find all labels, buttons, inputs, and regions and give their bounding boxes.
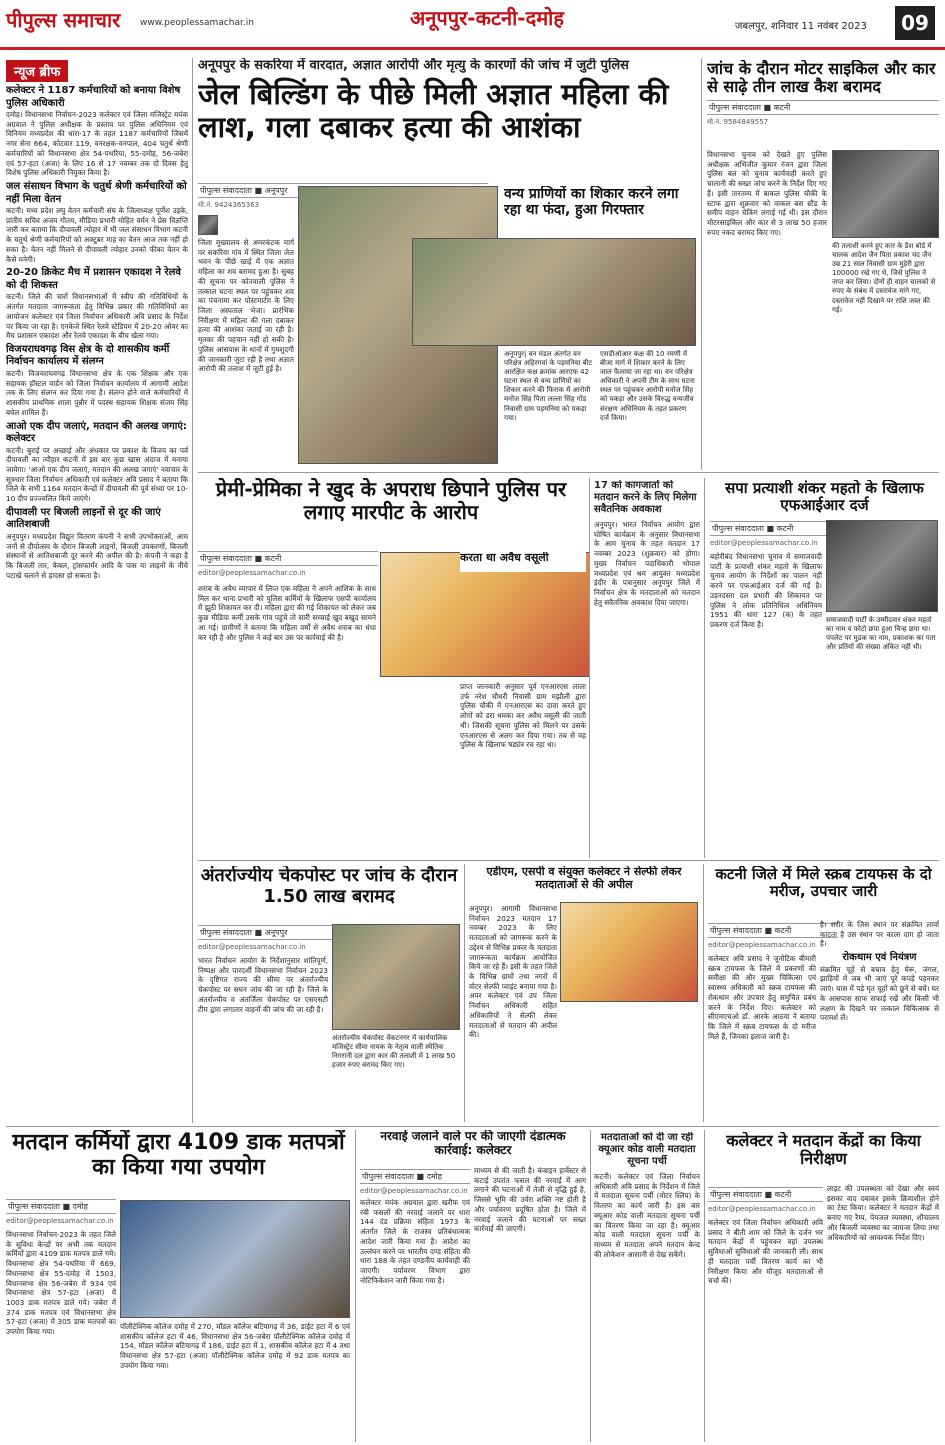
fir-body: बहोरीबंद विधानसभा चुनाव में समाजवादी पार्टी के प्रत्याशी शंकर महतो के खिलाफ चुनाव आयोग के निर्देशों का पालन नहीं करने पर एफआईआर दर्ज की गई है। उड़नदस्ता दल प्रभारी की शिकायत पर पुलिस ने लोक प्रतिनिधित्व अधिनियम 1951 की धारा 127 (क) के तहत प्रकरण दर्ज किया है।	[710, 552, 822, 630]
lovers-byline-block	[198, 548, 378, 578]
wildlife-caption: अनूपपुर| वन मंडल अंतर्गत वन परिक्षेत्र अहिरगवां के पड़मनिया बीट आरक्षित कक्ष क्रमांक आरएफ 42 घटना स्थल से वन्य प्राणियों का शिकार करने की फिराक में आरोपी मनोज सिंह पिता लल्ला सिंह गोंड निवासी ग्राम पड़मनिया को पकड़ा गया।	[504, 350, 593, 422]
brief-headline: कलेक्टर ने 1187 कर्मचारियों को बनाया विशेष पुलिस अधिकारी	[6, 85, 181, 109]
scrub-subhead: रोकथाम एवं नियंत्रण	[842, 952, 917, 964]
brief-headline: विजयराघवगढ़ विस क्षेत्र के दो शासकीय कर्मी निर्वाचन कार्यालय में संलग्न	[6, 343, 170, 368]
newspaper-logo: पीपुल्स समाचार	[6, 8, 121, 32]
wildlife-body: एसडीओआर कक्ष की 10 रमणी में बीजा मार्ग में शिकार करने के लिए जाल फैलाया जा रहा था। वन परिक्षेत्र अधिकारी ने अपनी टीम के साथ घटना स्थल पर पहुंचकर आरोपी मनोज सिंह को पकड़ा और उसके विरुद्ध वन्यजीव संरक्षण अधिनियम के तहत प्रकरण दर्ज किया।	[600, 350, 695, 422]
brief-headline: दीपावली पर बिजली लाइनों से दूर की जाएं आतिशबाजी	[6, 506, 161, 531]
checkpost-headline: अंतर्राज्यीय चेकपोस्ट पर जांच के दौरान 1.50 लाख बरामद	[200, 866, 458, 907]
brief-body: कटनी। बुराई पर अच्छाई और अंधकार पर प्रकाश के विजय का पर्व दीपावली का त्यौहार कटनी में इस बार कुछ खास अंदाज में मनाया जायेगा। 'आओ एक दीप जलाएं, मतदान की अलख जगाएं' नवाचार के सूत्रधार जिला निर्वाचन अधिकारी एवं कलेक्टर अवि प्रसाद ने बताया कि जिले के सभी 1164 मतदान केन्द्रों में दीपावली की पूर्व संध्या पर 10-10 दीप प्रज्ज्वलित किये जाएंगे।	[6, 445, 188, 504]
column-divider	[464, 864, 465, 1122]
arrest-photo	[412, 238, 696, 346]
lead-kicker: अनूपपुर के सकरिया में वारदात, अज्ञात आरोपी और मृत्यु के कारणों की जांच में जुटी पुलिस	[198, 58, 629, 73]
news-brief-column	[6, 60, 188, 1125]
selfie-body: अनूपपुर। आगामी विधानसभा निर्वाचन 2023 मतदान 17 नवम्बर 2023 के लिए मतदाताओं को जागरूक करने के उद्देश्य से विभिन्न प्रकार के मतदाता जागरूकता कार्यक्रम आयोजित किये जा रहे हैं। इसी के तहत जिले के विभिन्न ग्रामों तथा नगरों में वोटर सेल्फी प्वाइंट बनाया गया है। अपर कलेक्टर एवं उप जिला निर्वाचन अधिकारी सहित अधिकारियों ने सेल्फी लेकर मतदाताओं से मतदान की अपील की।	[469, 904, 557, 1040]
lovers-body: शराब के अवैध व्यापार में लिप्त एक महिला ने अपने आशिक के साथ मिल कर थाना प्रभारी को पुलिस कर्मियों के खिलाफ एसपी कार्यालय में झूठी शिकायत कर दी। महिला द्वारा की गई शिकायत को लेकर जब कुछ मीडिया कर्मी उसके गांव पहुंचे तो सारी सच्चाई खुद बखुद सामने आ गई। ग्रामीणों ने बताया कि महिला वर्षों से अवैध शराब का धंधा कर रही है और पुलिस ने कई बार उस पर कार्रवाई की है।	[198, 584, 376, 642]
voter-slip-story	[594, 1132, 700, 1440]
scrub-byline-block	[708, 920, 838, 950]
brief-body: कटनी। मध्य प्रदेश लघु वेतन कर्मचारी संघ के जिलाध्यक्ष पूर्णेश उइके, प्रांतीय सचिव अजय गौतम, मीडिया प्रभारी मोहित वर्मन ने प्रेस विज्ञप्ति जारी कर बताया कि दीपावली त्योहार में भी जल संसाधन विभाग कटनी के चतुर्थ श्रेणी कर्मचारियों को अक्टूबर माह का वेतन आज तक नहीं हो सका है। वेतन नहीं मिलने से दीपावली त्योहार उनको फीका वेतन के कैसे मनेगी।	[6, 206, 188, 264]
brief-body: अनूपपुर। मध्यप्रदेश विद्युत वितरण कंपनी ने सभी उपभोक्ताओं, आम जनों से दीपोत्सव के दौरान बिजली लाइनों, बिजली उपकरणों, बिजली संस्थानों से आतिशबाजी दूर करने की अपील की है। कंपनी ने कहा है कि बिजली तार, केबल, ट्रांसफार्मर आदि के पास या लाइनों के नीचे पटाखे चलाने से हादसा हो सकता है।	[6, 531, 188, 580]
scrub-body: कलेक्टर अवि प्रसाद ने जूनोटिक बीमारी स्क्रब टायफस के जिले में प्रकरणों की समीक्षा की और मुख्य चिकित्सा एवं स्वास्थ्य अधिकारी को स्क्रब टायफस की रोकथाम और उपचार हेतु समुचित प्रबंध करने के निर्देश दिए। कलेक्टर को सीएमएचओ डॉ. आरके आठया ने बताया कि जिले में स्क्रब टायफस के दो मरीज मिले हैं, जिनका इलाज जारी है।	[708, 954, 816, 1041]
scrub-story	[708, 866, 939, 926]
brief-headline: 20-20 क्रिकेट मैच में प्रशासन एकादश ने रेलवे को दी शिकस्त	[6, 267, 181, 291]
ballots-body: विधानसभा निर्वाचन-2023 के तहत जिले के सुविधा केन्द्रों पर अभी तक मतदान कर्मियों द्वारा 4109 डाक मतपत्र डाले गये। विधानसभा क्षेत्र 54-पथरिया में 669, विधानसभा क्षेत्र 55-दमोह में 1503, विधानसभा क्षेत्र 56-जबेरा में 934 एवं विधानसभा क्षेत्र 57-हटा (अजा) में 1003 डाक मतपत्र डाले गये। जबेरा में 374 डाक मतपत्र एवं विधानसभा क्षेत्र 57-हटा (अजा) में 305 डाक मतपत्रों का उपयोग किया गया।	[6, 1230, 116, 1337]
brief-headline: आओ एक दीप जलाएं, मतदान की अलख जगाएं: कलेक्टर	[6, 420, 187, 445]
inspection-headline: कलेक्टर ने मतदान केंद्रों का किया निरीक्षण	[726, 1132, 921, 1169]
brief-item	[6, 507, 188, 581]
illegal-headline: करता था अवैध वसूली	[460, 552, 549, 564]
checkpost-caption: अंतर्राज्यीय चेकपोस्ट वेंकटनगर में कार्यपालिक मजिस्ट्रेट सीमा नायक के नेतृत्व वाली स्थैतिक निगरानी दल द्वारा कार की तलाशी में 1 लाख 50 हजार रुपए बरामद किए गए।	[332, 1034, 456, 1070]
scrub-headline: कटनी जिले में मिले स्क्रब टायफस के दो मरीज, उपचार जारी	[715, 866, 932, 901]
checkpost-email[interactable]: editor@peoplessamachar.co.in	[198, 943, 306, 951]
ballots-byline-block	[6, 1196, 116, 1226]
column-divider	[701, 58, 702, 470]
cash-byline: पीपुल्स संवाददाता ■ कटनी	[707, 100, 939, 115]
lead-byline: पीपुल्स संवाददाता ■ अनूपपुर	[198, 183, 488, 198]
lovers-headline: प्रेमी-प्रेमिका ने खुद के अपराध छिपाने पुलिस पर लगाए मारपीट के आरोप	[215, 478, 567, 524]
scrub-side-body: है। शरीर के जिस स्थान पर संक्रमित लार्वा काटता है उस स्थान पर काला दाग हो जाता है।	[820, 920, 939, 949]
paid-leave-body: अनूपपुर। भारत निर्वाचन आयोग द्वारा घोषित कार्यक्रम के अनुसार विधानसभा के आम चुनाव के तहत मतदान 17 नवम्बर 2023 (शुक्रवार) को होगा। मुख्य निर्वाचन पदाधिकारी भोपाल मध्यप्रदेश एवं श्रम आयुक्त मध्यप्रदेश इंदौर के पत्रानुसार अनूपपुर जिले में निर्वाचन क्षेत्र के मतदाताओं को मतदान हेतु सवैतनिक अवकाश दिया जाएगा।	[594, 520, 700, 607]
selfie-point-photo	[560, 902, 698, 1002]
website-url[interactable]: www.peoplessamachar.in	[140, 18, 254, 28]
voter-slip-body: कटनी। कलेक्टर एवं जिला निर्वाचन अधिकारी अवि प्रसाद के निर्देशन में जिले में मतदाता सूचना पर्ची (वोटर स्लिप) के वितरण का कार्य जारी है। इस बार क्यूआर कोड वाली मतदाता सूचना पर्ची का वितरण किया जा रहा है। क्यूआर कोड वाली मतदाता सूचना पर्ची के माध्यम से मतदाता अपने मतदान केन्द्र की लोकेशन आसानी से देख सकेंगे।	[594, 1172, 700, 1259]
voter-slip-kicker: मतदाताओं को दी जा रही क्यूआर कोड वाली मतदाता सूचना पर्ची	[598, 1132, 696, 1167]
scrub-side	[820, 920, 939, 1122]
issue-date: जबलपुर, शनिवार 11 नवंबर 2023	[735, 21, 867, 32]
column-divider	[704, 478, 705, 858]
ballots-byline: पीपुल्स संवाददाता ■ दमोह	[6, 1199, 116, 1214]
stubble-byline: पीपुल्स संवाददाता ■ दमोह	[360, 1169, 470, 1184]
inspection-body: कलेक्टर एवं जिला निर्वाचन अधिकारी अवि प्रसाद ने बीती शाम को जिले के दर्जन भर मतदान केंद्रों में पहुंचकर वहां उपलब्ध सुविधाओं सुविधाओं की जानकारी ली। साथ ही मतदाता पर्ची वितरण कार्य का भी निरीक्षण किया और मौजूद मतदाताओं से चर्चा की।	[708, 1218, 823, 1286]
column-divider	[703, 864, 704, 1122]
lovers-email[interactable]: editor@peoplessamachar.co.in	[198, 569, 306, 577]
column-divider	[192, 58, 193, 1123]
stubble-byline-block	[360, 1166, 470, 1196]
paid-leave-story	[594, 480, 700, 860]
cash-caption: की तलाशी करने हुए कार के डैश बोर्ड में चालक आदेश जैन पिता प्रकाश चंद जैन उम्र 21 साल निवासी ग्राम मुड़ेरी द्वारा 100000 रखे गए थे, जिसे पुलिस ने जप्त कर लिया। दोनों ही वाहन चालकों से रुपए के संबंध में दस्तावेज मांगे गए, दस्तावेज नहीं दिखाने पर राशि जब्त की गई।	[832, 242, 936, 314]
scrub-email[interactable]: editor@peoplessamachar.co.in	[708, 941, 816, 949]
illegal-headline-box	[460, 552, 586, 572]
wildlife-headline: वन्य प्राणियों का शिकार करने लगा रहा था फंदा, हुआ गिरफ्तार	[504, 186, 679, 219]
lead-headline: जेल बिल्डिंग के पीछे मिली अज्ञात महिला की लाश, गला दबाकर हत्या की आशंका	[198, 76, 669, 144]
ballots-headline: मतदान कर्मियों द्वारा 4109 डाक मतपत्रों का किया गया उपयोग	[12, 1130, 345, 1181]
inspection-body-continued: लाइट की उपलब्धता को देखा और स्वयं इसका वाद दबाकर इसके क्रियाशील होने का टेस्ट किया। कलेक्टर ने मतदान केंद्रों में बनाए गए रैम्प, पेयजल व्यवस्था, शौचालय और बिजली व्यवस्था का जायजा लिया तथा अधिकारियों को आवश्यक निर्देश दिए।	[827, 1184, 939, 1242]
inspection-email[interactable]: editor@peoplessamachar.co.in	[708, 1205, 816, 1213]
edition-title: अनूपपुर-कटनी-दमोह	[410, 6, 564, 30]
row-divider	[198, 472, 939, 473]
lead-mobile: मो.नं. 9424365363	[198, 201, 260, 209]
checkpost-photo	[332, 924, 460, 1030]
brief-body: दमोह। विधानसभा निर्वाचन-2023 कलेक्टर एवं जिला मजिस्ट्रेट मयंक अग्रवाल ने पुलिस अधीक्षक के प्रस्ताव पर पुलिस अधिनियम एवं विनियम मध्यप्रदेश की धारा-17 के तहत 1187 कर्मचारियों जिसमें नगर सेना 664, कोटवार 119, वनरक्षक-वनपाल, 404 चतुर्थ श्रेणी कर्मचारियों को विधानसभा क्षेत्र 54-पथरिया, 55-दमोह, 56-जबेरा एवं 57-हटा (अजा) के लिए 16 से 17 नवम्बर तक दो दिवस हेतु विशेष पुलिस अधिकारी नियुक्त किया है।	[6, 110, 188, 178]
lead-thumb	[198, 215, 218, 235]
ballots-photo	[120, 1200, 350, 1318]
paid-leave-kicker: 17 को कागजातों को मतदान करने के लिए मिलेगा सवैतनिक अवकाश	[594, 480, 697, 515]
row-divider	[198, 860, 939, 861]
inspection-story	[708, 1132, 939, 1188]
column-divider	[355, 1130, 356, 1442]
column-divider	[589, 478, 590, 858]
page-number: 09	[895, 6, 935, 40]
fir-caption: समाजवादी पार्टी के उम्मीदवार शंकर महतो का नाम व फोटो छपा हुआ चिन्ह छपा था। पंपलेट पर मुद्रक का नाम, प्रकाशक का पता और प्रतियों की संख्या अंकित नहीं थी।	[826, 616, 936, 652]
inspection-byline-block	[708, 1184, 823, 1214]
brief-item	[6, 85, 188, 178]
column-divider	[590, 1130, 591, 1442]
inspection-byline: पीपुल्स संवाददाता ■ कटनी	[708, 1187, 823, 1202]
lead-body: जिला मुख्यालय से अमरकंटक मार्ग पर सकरिया गांव में स्थित जिला जेल भवन के पीछे खाई में एक अज्ञात महिला का शव बरामद हुआ है। सुबह की सूचना पर कोतवाली पुलिस ने तत्काल घटना स्थल पर पहुंचकर शव का पंचनामा कर पोस्टमार्टम के लिए जिला अस्पताल भेजा। प्रारंभिक निरीक्षण में महिला की गला दबाकर हत्या की आशंका जताई जा रही है। मृतका की पहचान नहीं हो सकी है। पुलिस आसपास के थानों में गुमशुदगी की जानकारी जुटा रही है तथा अज्ञात आरोपी की तलाश में जुटी हुई है।	[198, 238, 294, 374]
illegal-body: प्राप्त जानकारी अनुसार पूर्व एनआरएस लाला उर्फ नरेश चौधरी निवासी ग्राम मझौली द्वारा पुलिस चौकी में एनआरएस का दावा करते हुए लोगों को डरा धमका कर अवैध वसूली की जाती थी। जिसकी सूचना पुलिस को मिलने पर उसके एनआरएस से अलग कर दिया गया। तब से वह पुलिस के खिलाफ षड्यंत्र रच रहा था।	[460, 682, 586, 750]
scrub-sub-body: संक्रमित चूहे से बचाव हेतु घेरू, जंगल, झाड़ियों में जब भी जाएं पूरे कपड़े पहनकर जाएं। घास में पड़े मृत चूहों को छूने से बचें। घर के आसपास साफ सफाई रखें और किसी भी लक्षण के दिखने पर तत्काल चिकित्सक से परामर्श लें।	[820, 964, 939, 1023]
brief-body: कटनी। जिले की चारों विधानसभाओं में स्वीप की गतिविधियों के अंतर्गत मतदाता जागरूकता हेतु विभिन्न प्रकार की गतिविधियों का आयोजन कलेक्टर एवं जिला निर्वाचन अधिकारी अवि प्रसाद के निर्देश पर किया जा रहा है। एनकेजे स्थित रेलवे स्टेडियम में 20-20 ओवर का मैच प्रशासन एकादश और रेलवे एकादश के बीच खेला गया।	[6, 292, 188, 341]
brief-item	[6, 267, 188, 341]
stubble-headline: नरवाई जलाने वाले पर की जाएगी दंडात्मक कार्रवाई: कलेक्टर	[380, 1130, 566, 1157]
column-divider	[704, 1130, 705, 1442]
news-brief-tag: न्यूज ब्रीफ	[6, 60, 68, 82]
masthead	[0, 0, 945, 50]
checkpost-body: भारत निर्वाचन आयोग के निर्देशानुसार शांतिपूर्ण, निष्पक्ष और पारदर्शी विधानसभा निर्वाचन 2023 के दृष्टिगत राज्य की सीमा पर अंतर्राज्यीय चेकपोस्ट पर सघन जांच की जा रही है। जिले के अंतर्राज्यीय व अंतर्जिला चेकपोस्ट पर एसएसटी टीम द्वारा लगातार वाहनों की जांच की जा रही है।	[198, 956, 328, 1014]
ballots-body-continued: पॉलीटेक्निक कॉलेज दमोह में 270, मॉडल कॉलेज बटियागढ़ में 36, डाईट हटा में 6 एवं शासकीय कॉलेज हटा में 46, विधानसभा क्षेत्र 56-जबेरा पॉलीटेक्निक कॉलेज दमोह में 154, मॉडल कॉलेज बटियागढ़ में 186, डाईट हटा में 1, शासकीय कॉलेज हटा में 4 तथा विधानसभा क्षेत्र 57-हटा (अजा) पॉलीटेक्निक कॉलेज दमोह में 92 डाक मतपत्र का उपयोग किया गया।	[120, 1322, 350, 1370]
stubble-email[interactable]: editor@peoplessamachar.co.in	[360, 1187, 468, 1195]
cash-mobile: मो.नं. 9584849557	[707, 117, 769, 126]
candidate-photo	[826, 520, 938, 612]
brief-item	[6, 181, 188, 264]
cash-headline: जांच के दौरान मोटर साइकिल और कार से साढ़े तीन लाख कैश बरामद	[707, 60, 936, 97]
selfie-headline: एडीएम, एसपी व संयुक्त कलेक्टर ने सेल्फी लेकर मतदाताओं से की अपील	[486, 866, 682, 891]
row-divider	[6, 1126, 939, 1127]
checkpost-byline: पीपुल्स संवाददाता ■ अनूपपुर	[198, 925, 378, 940]
fir-headline: सपा प्रत्याशी शंकर महतो के खिलाफ एफआईआर दर्ज	[725, 480, 924, 515]
lovers-story	[198, 478, 584, 556]
stubble-body-continued: माध्यम से की जाती है। कंबाइन हार्वेस्टर से कटाई उपरांत फसल की नरवाई में आग लगाने की घटनाओं में तेजी से वृद्धि हुई है, जिससे भूमि की उर्वरा शक्ति नष्ट होती है और पर्यावरण प्रदूषित होता है। जिले में नरवाई जलाने की घटनाओं पर सख्त कार्रवाई की जाएगी।	[474, 1166, 586, 1234]
cash-body: विधानसभा चुनाव को देखते हुए पुलिस अधीक्षक अभिजीत कुमार रंजन द्वारा जिला पुलिस बल को चुनाव कार्यवाही करते हुए चालानी की सख्त जांच करने के निर्देश दिए गए हैं। इसी तारतम्य में बाकल पुलिस चौकी के स्टाफ द्वारा शुक्रवार को वाकल बस स्टैंड के समीप वाहन चेकिंग लगाई गई थी। इस दौरान मोटरसाइकिल और कार से 3 लाख 50 हजार रुपए नकद बरामद किए गए।	[707, 150, 827, 237]
cash-photo	[832, 150, 939, 238]
ballots-email[interactable]: editor@peoplessamachar.co.in	[6, 1217, 114, 1225]
brief-item	[6, 344, 188, 418]
fir-email[interactable]: editor@peoplessamachar.co.in	[710, 539, 818, 547]
stubble-body: कलेक्टर मयंक अग्रवाल द्वारा खरीफ एवं रबी फसलों की नरवाई जलाने पर धारा 144 दंड प्रक्रिया संहिता 1973 के अंतर्गत जिले के राजस्व प्रतिबंधात्मक आदेश जारी किया गया है। आदेश का उल्लंघन करने पर भारतीय दण्ड संहिता की धारा 188 के तहत दण्डनीय कार्यवाही की जाएगी। पर्यावरण विभाग द्वारा नोटिफिकेशन जारी किया गया है।	[360, 1198, 470, 1285]
brief-body: कटनी। विजयराघवगढ़ विधानसभा क्षेत्र के एक शिक्षक और एक सहायक हॉस्टल वार्डन को जिला निर्वाचन कार्यालय में आगामी आदेश तक के लिए संलग्न कर दिया गया है। संलग्न होने वाले कर्मचारियों में शासकीय प्राथमिक शाला पुन्नौर में पदस्थ सहायक शिक्षक संजय सिंह बघेल शामिल हैं।	[6, 368, 188, 417]
brief-headline: जल संसाधन विभाग के चतुर्थ श्रेणी कर्मचारियों को नहीं मिला वेतन	[6, 181, 187, 205]
wildlife-story	[504, 186, 696, 244]
brief-item	[6, 421, 188, 504]
lovers-byline: पीपुल्स संवाददाता ■ कटनी	[198, 551, 378, 566]
selfie-story	[469, 866, 699, 906]
fir-byline: पीपुल्स संवाददाता ■ कटनी	[710, 521, 850, 536]
scrub-byline: पीपुल्स संवाददाता ■ कटनी	[708, 923, 838, 938]
